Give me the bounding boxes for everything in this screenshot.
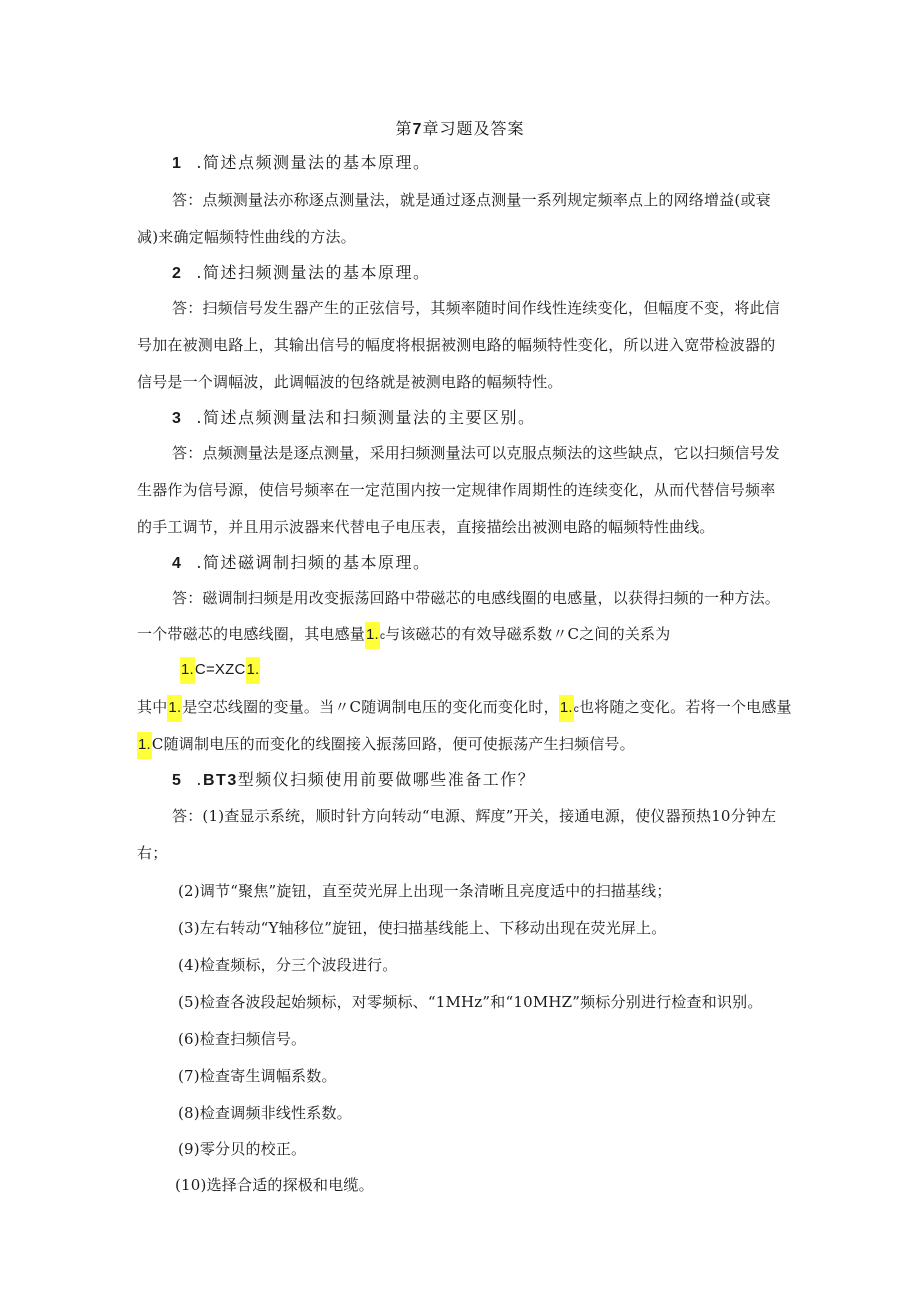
answer-1-line-1: 答：点频测量法亦称逐点测量法，就是通过逐点测量一系列规定频率点上的网络增益(或衰 — [172, 191, 771, 209]
highlight: 1. — [365, 622, 380, 649]
highlight: 1. — [167, 695, 182, 722]
answer-3-line-3: 的手工调节，并且用示波器来代替电子电压表，直接描绘出被测电路的幅频特性曲线。 — [137, 518, 715, 536]
answer-4-line-2: 一个带磁芯的电感线圈，其电感量1.c与该磁芯的有效导磁系数〃C之间的关系为 — [137, 623, 670, 644]
answer-2-line-2: 号加在被测电路上，其输出信号的幅度将根据被测电路的幅频特性变化，所以进入宽带检波器的 — [137, 336, 776, 354]
answer-5-line-1: 答：(1)查显示系统，顺时针方向转动“电源、辉度”开关，接通电源，使仪器预热10分钟左 — [172, 807, 777, 825]
answer-1-line-2: 减)来确定幅频特性曲线的方法。 — [137, 228, 356, 246]
list-item: (2)调节“聚焦”旋钮，直至荧光屏上出现一条清晰且亮度适中的扫描基线； — [178, 882, 672, 900]
list-item: (4)检查频标，分三个波段进行。 — [178, 956, 398, 974]
list-item: (8)检查调频非线性系数。 — [178, 1104, 352, 1122]
question-2: 2 .简述扫频测量法的基本原理。 — [172, 263, 431, 282]
list-item: (10)选择合适的探极和电缆。 — [175, 1176, 374, 1194]
list-item: (7)检查寄生调幅系数。 — [178, 1067, 337, 1085]
highlight: 1. — [180, 657, 195, 684]
highlight: 1. — [246, 657, 261, 684]
list-item: (3)左右转动“Y轴移位”旋钮，使扫描基线能上、下移动出现在荧光屏上。 — [178, 919, 667, 937]
list-item: (9)零分贝的校正。 — [178, 1140, 307, 1158]
list-item: (5)检查各波段起始频标，对零频标、“1MHz”和“10MHZ”频标分别进行检查和识别。 — [178, 993, 763, 1011]
answer-3-line-1: 答：点频测量法是逐点测量，采用扫频测量法可以克服点频法的这些缺点，它以扫频信号发 — [172, 444, 781, 462]
page-title: 第7章习题及答案 — [395, 119, 525, 138]
answer-3-line-2: 生器作为信号源，使信号频率在一定范围内按一定规律作周期性的连续变化，从而代替信号频率 — [137, 481, 776, 499]
list-item: (6)检查扫频信号。 — [178, 1030, 307, 1048]
formula: 1.C=XZC1. — [180, 660, 260, 678]
answer-4-line-1: 答：磁调制扫频是用改变振荡回路中带磁芯的电感线圈的电感量，以获得扫频的一种方法。 — [172, 589, 781, 607]
question-4: 4 .简述磁调制扫频的基本原理。 — [172, 553, 431, 572]
answer-2-line-1: 答：扫频信号发生器产生的正弦信号，其频率随时间作线性连续变化，但幅度不变，将此信 — [172, 299, 781, 317]
answer-5-line-2: 右； — [137, 844, 168, 862]
highlight: 1. — [559, 695, 574, 722]
answer-4-line-4: 其中1.是空芯线圈的变量。当〃C随调制电压的变化而变化时，1.c也将随之变化。若将一个电感量 — [137, 696, 792, 717]
question-1: 1 .简述点频测量法的基本原理。 — [172, 153, 431, 172]
answer-4-line-5: 1.C随调制电压的而变化的线圈接入振荡回路，便可使振荡产生扫频信号。 — [137, 733, 635, 754]
question-5: 5 .BT3型频仪扫频使用前要做哪些准备工作？ — [172, 770, 536, 789]
question-3: 3 .简述点频测量法和扫频测量法的主要区别。 — [172, 408, 536, 427]
highlight: 1. — [137, 732, 152, 759]
answer-2-line-3: 信号是一个调幅波，此调幅波的包络就是被测电路的幅频特性。 — [137, 373, 563, 391]
